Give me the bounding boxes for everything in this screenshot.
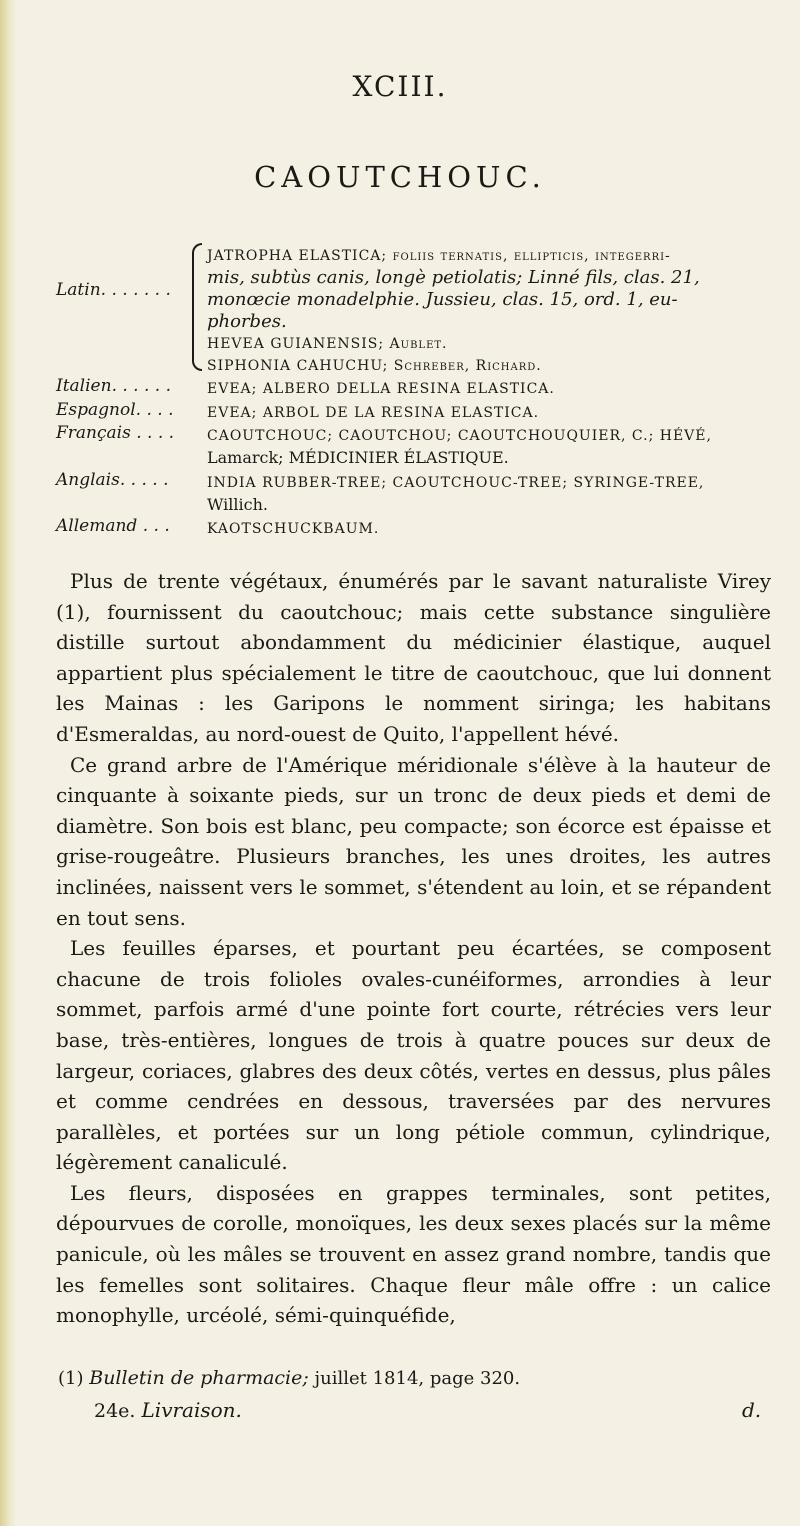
latin-line-2: mis, subtùs canis, longè petiolatis; Linné fils, clas. 21,	[207, 267, 700, 288]
paragraph: Les fleurs, disposées en grappes terminales, sont petites, dépourvues de corolle, monoïques, les deux sexes placés sur la même panicule, où les mâles se trouvent en assez grand nombre, tandis que les femelles sont solitaires. Chaque fleur mâle offre : un calice monophylle, urcéolé, sémi-quinquéfide,	[56, 1180, 771, 1328]
anglais-line-2: Willich.	[207, 495, 268, 514]
footnote	[58, 1367, 520, 1389]
footnote-source: Bulletin de pharmacie;	[89, 1367, 309, 1389]
synonym-label-anglais: Anglais. . . . .	[56, 470, 169, 490]
francais-line-1: CAOUTCHOUC; CAOUTCHOU; CAOUTCHOUQUIER, C.; HÉVÉ,	[207, 428, 712, 444]
page-title: CAOUTCHOUC.	[254, 160, 546, 194]
paragraph: Les feuilles éparses, et pourtant peu écartées, se composent chacune de trois folioles ovales-cunéiformes, arrondies à leur sommet, parfois armé d'une pointe fort courte, rétrécies vers leur base, très-entières, longues de trois à quatre pouces sur deux de largeur, coriaces, glabres des deux côtés, vertes en dessus, plus pâles et comme cendrées en dessous, traversées par des nervures parallèles, et portées sur un long pétiole commun, cylindrique, légèrement canaliculé.	[56, 936, 771, 1175]
footnote-details: juillet 1814, page 320.	[314, 1368, 521, 1389]
paragraph: Plus de trente végétaux, énumérés par le savant naturaliste Virey (1), fournissent du caoutchouc; mais cette substance singulière distille surtout abondamment du médicinier élastique, auquel appartient plus spécialement le titre de caoutchouc, que lui donnent les Mainas : les Garipons le nomment siringa; les habitans d'Esmeraldas, au nord-ouest de Quito, l'appellent hévé.	[56, 569, 771, 746]
synonym-latin-block	[207, 244, 772, 377]
latin-line-6: SIPHONIA CAHUCHU; Schreber, Richard.	[207, 358, 542, 374]
francais-line-2: Lamarck; MÉDICINIER ÉLASTIQUE.	[207, 448, 509, 467]
latin-line-3: monœcie monadelphie. Jussieu, clas. 15, ord. 1, eu-	[207, 289, 678, 310]
synonym-allemand: KAOTSCHUCKBAUM.	[207, 521, 380, 537]
paragraph: Ce grand arbre de l'Amérique méridionale s'élève à la hauteur de cinquante à soixante pieds, sur un tronc de deux pieds et demi de diamètre. Son bois est blanc, peu compacte; son écorce est épaisse et grise-rougeâtre. Plusieurs branches, les unes droites, les autres inclinées, naissent vers le sommet, s'étendent au loin, et se répandent en tout sens.	[56, 752, 771, 930]
livraison-label: Livraison.	[141, 1398, 242, 1422]
synonym-italien: EVEA; ALBERO DELLA RESINA ELASTICA.	[207, 381, 555, 397]
latin-line-1: JATROPHA ELASTICA; foliis ternatis, ellipticis, integerri-	[207, 248, 671, 264]
synonym-brace	[192, 243, 202, 371]
sheet-mark: d.	[742, 1398, 762, 1422]
latin-line-5: HEVEA GUIANENSIS; Aublet.	[207, 336, 448, 352]
synonym-anglais	[207, 472, 772, 516]
page-number: XCIII.	[352, 70, 448, 103]
synonym-label-francais: Français . . . .	[56, 423, 175, 443]
synonym-label-espagnol: Espagnol. . . .	[56, 400, 174, 420]
synonym-label-allemand: Allemand . . .	[56, 516, 170, 536]
signature-line	[94, 1398, 242, 1422]
synonym-francais	[207, 425, 772, 469]
latin-line-4: phorbes.	[207, 311, 287, 332]
footnote-marker: (1)	[58, 1368, 84, 1389]
synonym-espagnol: EVEA; ARBOL DE LA RESINA ELASTICA.	[207, 405, 540, 421]
livraison-number: 24e.	[94, 1400, 136, 1422]
synonym-label-latin: Latin. . . . . . .	[56, 280, 171, 300]
anglais-line-1: INDIA RUBBER-TREE; CAOUTCHOUC-TREE; SYRINGE-TREE,	[207, 475, 705, 491]
synonym-label-italien: Italien. . . . . .	[56, 376, 172, 396]
page-spine-shadow	[0, 0, 16, 1526]
body-text	[56, 566, 771, 1331]
